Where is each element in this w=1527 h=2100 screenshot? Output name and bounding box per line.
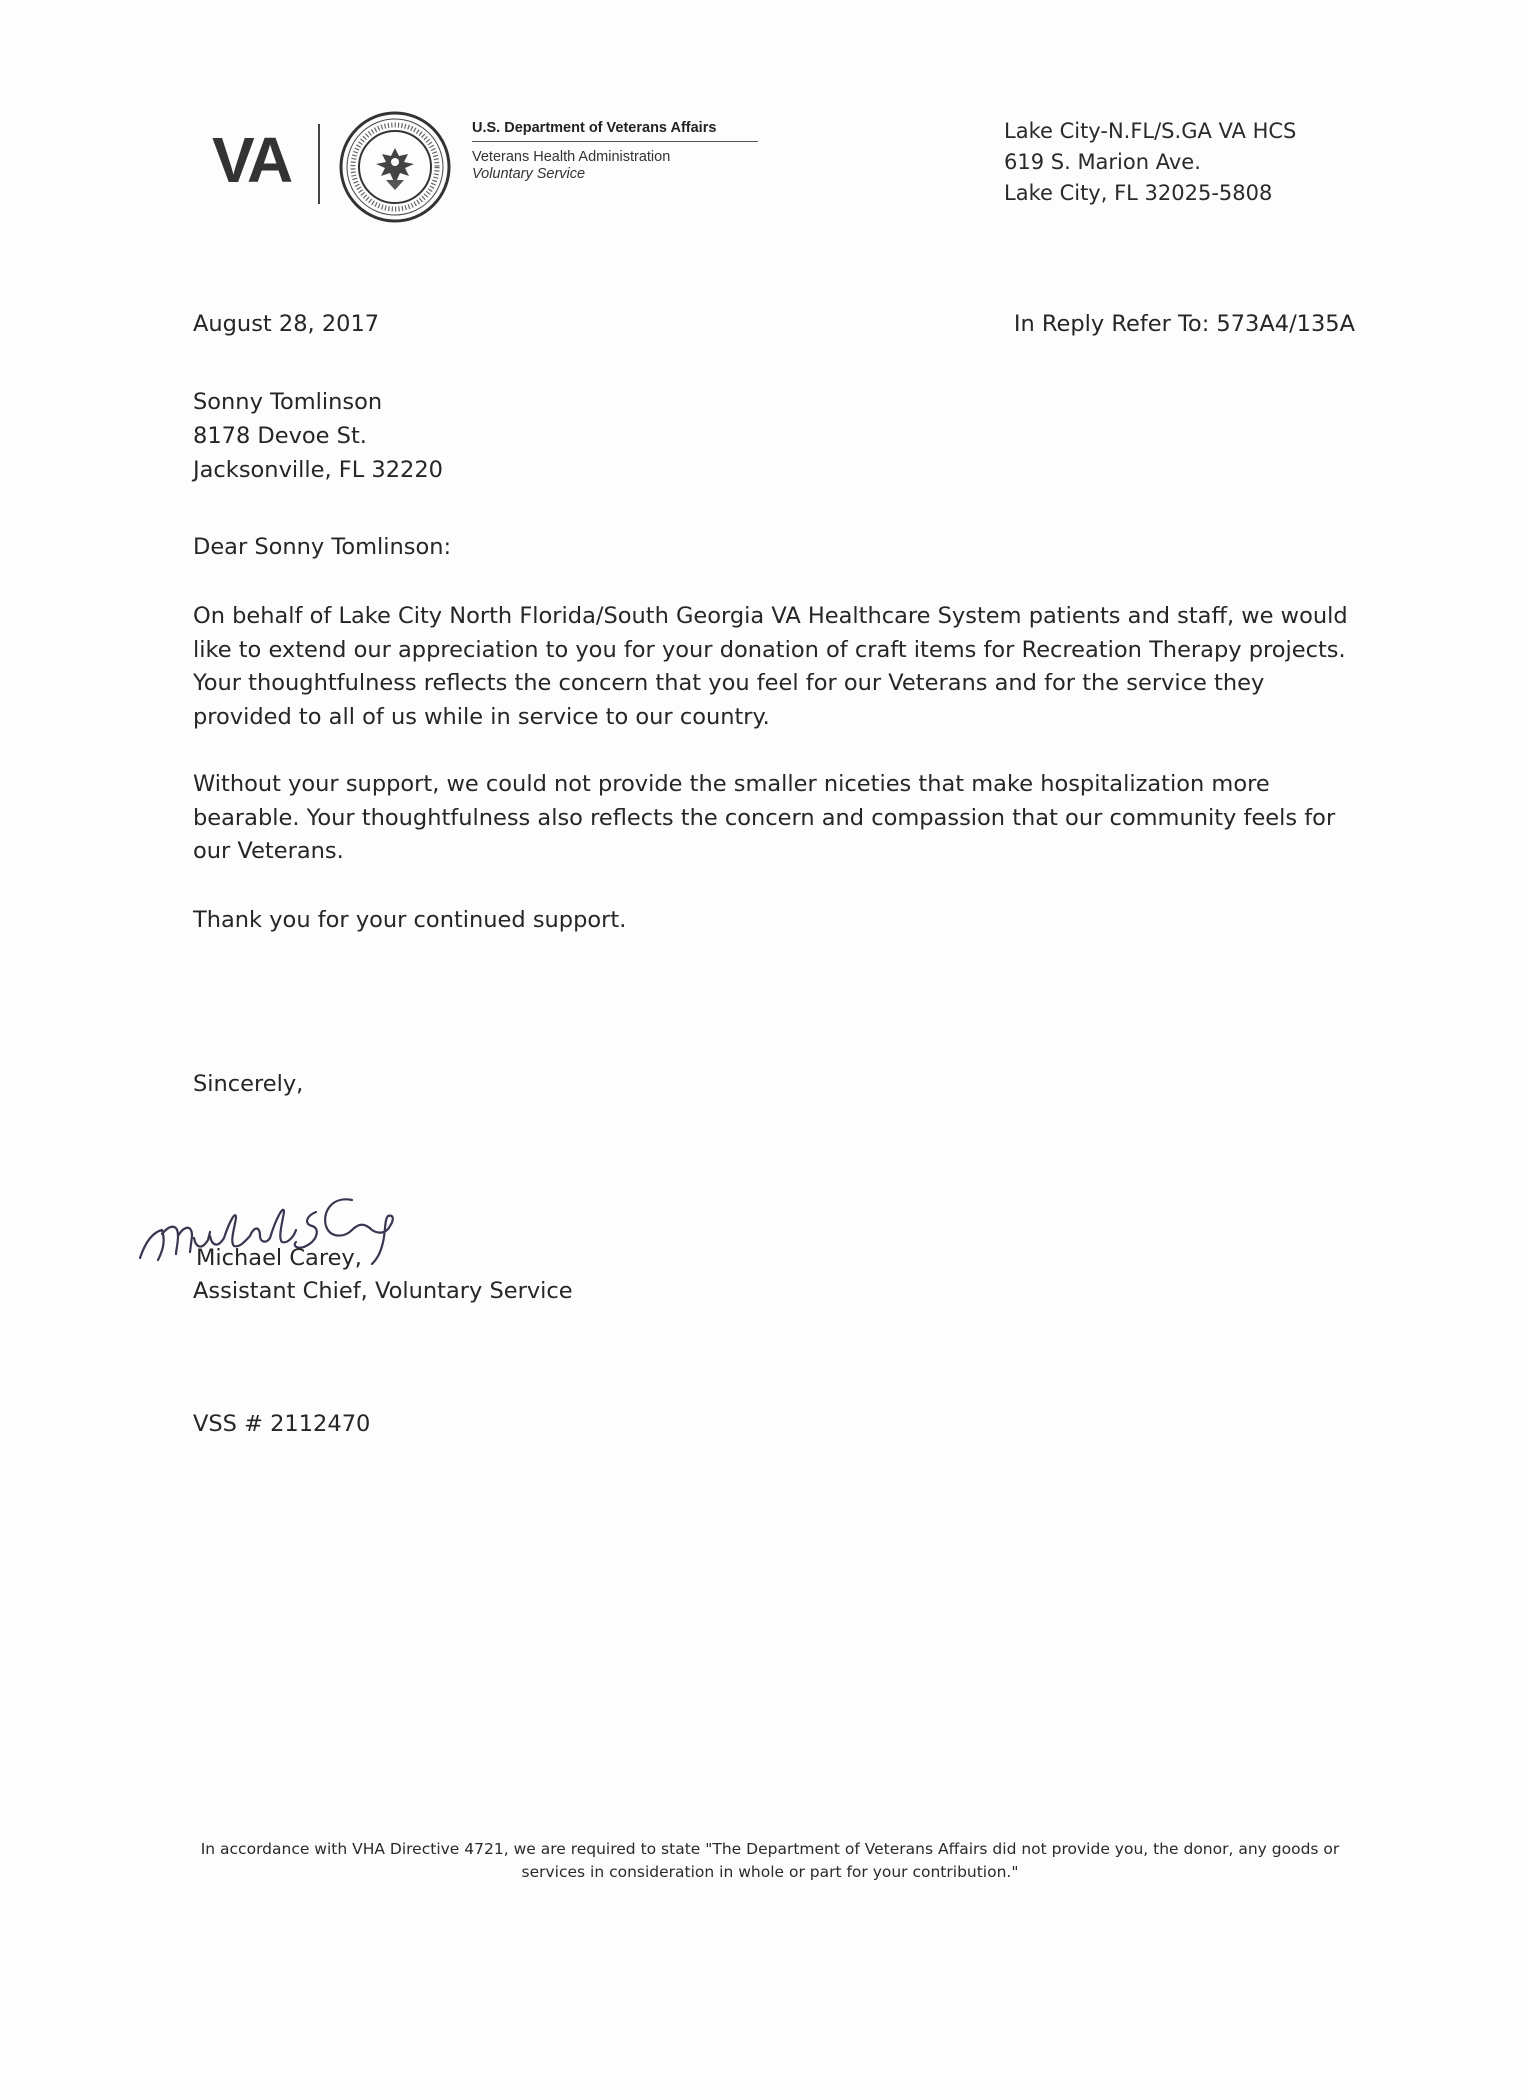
department-name: U.S. Department of Veterans Affairs: [472, 120, 758, 142]
return-address-line: 619 S. Marion Ave.: [1004, 150, 1201, 174]
salutation: Dear Sonny Tomlinson:: [193, 534, 452, 560]
donation-disclaimer: In accordance with VHA Directive 4721, we are required to state "The Department of Veterans Affairs did not provide you, the donor, any goods or services in consideration in whole or part for your contribution.": [200, 1840, 1340, 1881]
signer-title: Assistant Chief, Voluntary Service: [193, 1278, 573, 1304]
recipient-street: 8178 Devoe St.: [193, 423, 367, 449]
signer-name: Michael Carey,: [196, 1245, 362, 1271]
body-paragraph: On behalf of Lake City North Florida/South Georgia VA Healthcare System patients and staff, we would like to extend our appreciation to you for your donation of craft items for Recreation Therapy projects. Your thoughtfulness reflects the concern that you feel for our Veterans and for the service they provided to all of us while in service to our country.: [193, 603, 1348, 730]
administration-name: Veterans Health Administration: [472, 149, 671, 165]
va-logo: VA: [212, 124, 291, 196]
body-paragraph: Thank you for your continued support.: [193, 907, 627, 933]
closing: Sincerely,: [193, 1071, 304, 1097]
recipient-name: Sonny Tomlinson: [193, 389, 383, 415]
service-name: Voluntary Service: [472, 166, 586, 182]
return-address-line: Lake City, FL 32025-5808: [1004, 181, 1273, 205]
va-seal-icon: [338, 110, 452, 224]
body-paragraph: Without your support, we could not provide the smaller niceties that make hospitalization more bearable. Your thoughtfulness also reflects the concern and compassion that our community feels for our Veterans.: [193, 771, 1336, 864]
return-address-line: Lake City-N.FL/S.GA VA HCS: [1004, 119, 1297, 143]
recipient-address: [193, 385, 443, 487]
letter-date: August 28, 2017: [193, 311, 380, 337]
reply-reference: In Reply Refer To: 573A4/135A: [1013, 311, 1355, 337]
department-block: [472, 120, 758, 182]
vss-number: VSS # 2112470: [193, 1411, 371, 1437]
recipient-city: Jacksonville, FL 32220: [193, 457, 443, 483]
return-address: [1004, 116, 1296, 209]
logo-divider: [318, 124, 320, 204]
